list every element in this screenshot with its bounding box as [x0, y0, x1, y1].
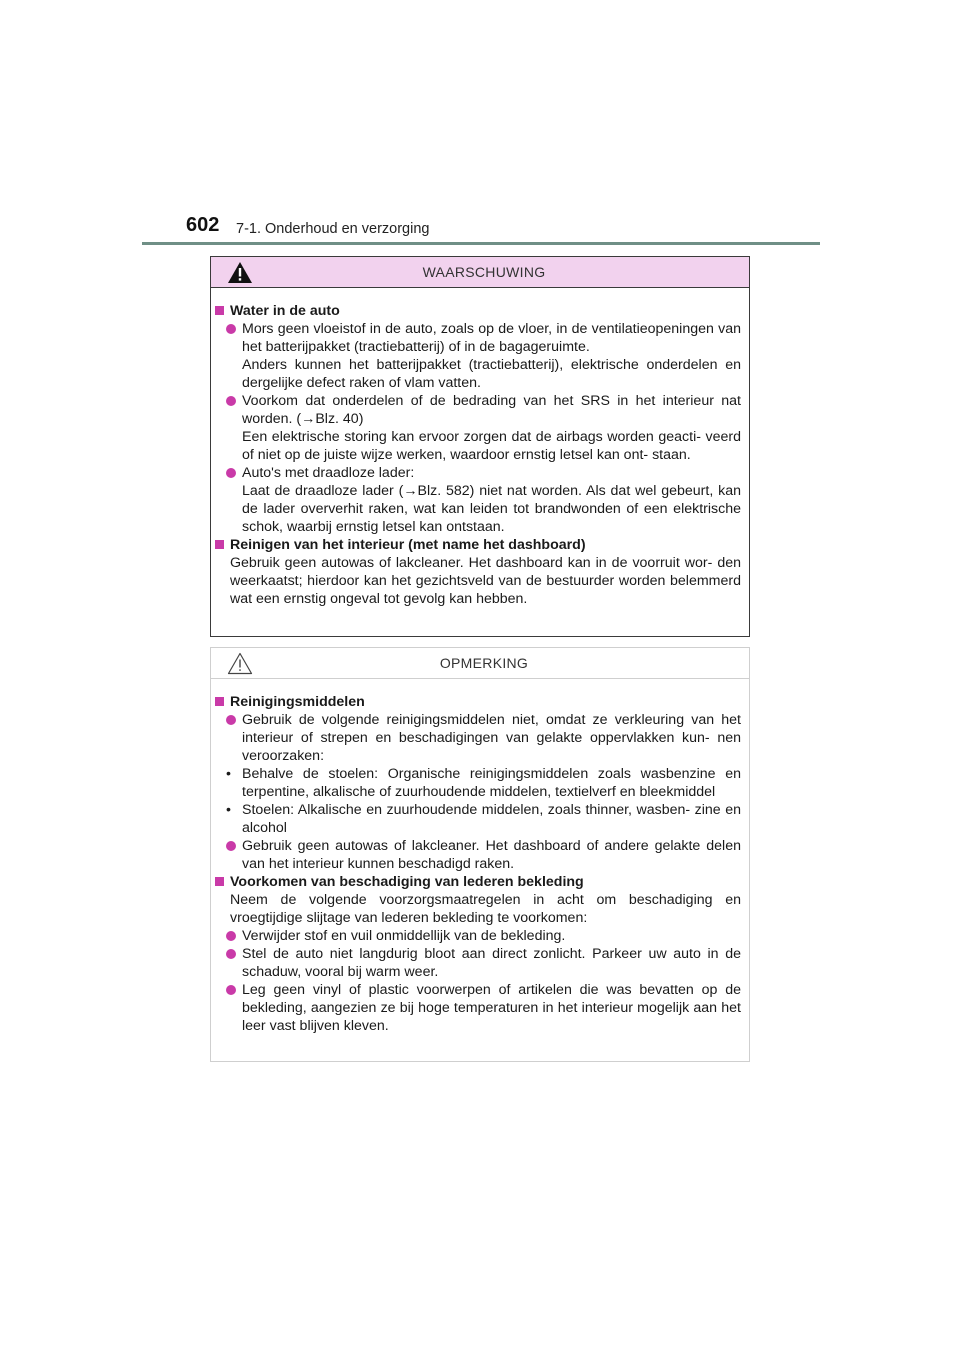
note-title: OPMERKING — [439, 655, 529, 671]
list-item-text: Een elektrische storing kan ervoor zorgen dat de airbags worden geacti- veerd of niet op de juiste wijze werken, waardoor ernstig letsel kan ont- staan. — [242, 429, 741, 463]
round-bullet-icon — [226, 985, 236, 995]
note-box — [210, 647, 750, 1062]
note-section-title: Voorkomen van beschadiging van lederen bekleding — [230, 874, 584, 890]
round-bullet-icon — [226, 468, 236, 478]
warning-section-title: Reinigen van het interieur (met name het dashboard) — [230, 537, 586, 553]
list-item — [215, 981, 741, 1035]
warning-section-title: Water in de auto — [230, 303, 340, 319]
warning-triangle-outline-icon — [227, 652, 253, 675]
list-item-text: Gebruik de volgende reinigingsmiddelen niet, omdat ze verkleuring van het interieur of strepen en beschadigingen van gelakte oppervlakken kun- nen veroorzaken: — [242, 712, 741, 764]
square-bullet-icon — [215, 697, 224, 706]
sub-list-item — [215, 801, 741, 837]
note-section-heading — [215, 693, 741, 711]
round-bullet-icon — [226, 841, 236, 851]
round-bullet-icon — [226, 949, 236, 959]
list-item-text: Gebruik geen autowas of lakcleaner. Het dashboard of andere gelakte delen van het interieur kunnen beschadigd raken. — [242, 838, 741, 872]
list-item — [215, 927, 741, 945]
list-item — [215, 837, 741, 873]
sub-bullet-marker: • — [226, 802, 231, 818]
warning-section-heading — [215, 536, 741, 554]
warning-title: WAARSCHUWING — [422, 264, 546, 280]
warning-box — [210, 256, 750, 637]
warning-body — [211, 288, 749, 618]
warning-section-heading — [215, 302, 741, 320]
list-item — [215, 464, 741, 536]
note-section-text: Neem de volgende voorzorgsmaatregelen in acht om beschadiging en vroegtijdige slijtage van lederen bekleding te voorkomen: — [230, 892, 741, 926]
page-header — [0, 0, 960, 248]
sub-list-item-text: Behalve de stoelen: Organische reinigingsmiddelen zoals wasbenzine en terpentine, alkalische of zuurhoudende middelen, textielverf en bleekmiddel — [242, 766, 741, 800]
page-number: 602 — [186, 214, 220, 236]
list-item-text: Auto's met draadloze lader: — [242, 465, 415, 481]
header-rule — [142, 242, 820, 245]
list-item-text: Laat de draadloze lader (→Blz. 582) niet nat worden. Als dat wel gebeurt, kan de lader oververhit raken, wat kan leiden tot brandwonden of een elektrische schok, waarbij ernstig letsel kan ontstaan. — [242, 483, 741, 535]
sub-list-item — [215, 765, 741, 801]
section-title: 7-1. Onderhoud en verzorging — [236, 221, 430, 237]
round-bullet-icon — [226, 324, 236, 334]
sub-bullet-marker: • — [226, 766, 231, 782]
round-bullet-icon — [226, 396, 236, 406]
round-bullet-icon — [226, 931, 236, 941]
list-item-text: Leg geen vinyl of plastic voorwerpen of artikelen die was bevatten op de bekleding, aangezien ze bij hoge temperaturen in het interieur mogelijk aan het leer vast blijven kleven. — [242, 982, 741, 1034]
square-bullet-icon — [215, 540, 224, 549]
warning-section-text: Gebruik geen autowas of lakcleaner. Het dashboard kan in de voorruit wor- den weerkaatst; hierdoor kan het gezichtsveld van de bestuurder worden belemmerd wat een ernstig ongeval tot gevolg kan hebben. — [230, 555, 741, 607]
square-bullet-icon — [215, 877, 224, 886]
warning-triangle-filled-icon — [227, 261, 253, 284]
list-item-text: Verwijder stof en vuil onmiddellijk van de bekleding. — [242, 928, 566, 944]
list-item — [215, 711, 741, 765]
list-item-text: Stel de auto niet langdurig bloot aan direct zonlicht. Parkeer uw auto in de schaduw, vooral bij warm weer. — [242, 946, 741, 980]
note-section-heading — [215, 873, 741, 891]
note-box-header — [211, 648, 749, 679]
list-item — [215, 392, 741, 464]
list-item-text: Mors geen vloeistof in de auto, zoals op de vloer, in de ventilatieopeningen van het batterijpakket (tractiebatterij) of in de bagageruimte. — [242, 321, 741, 355]
round-bullet-icon — [226, 715, 236, 725]
sub-list-item-text: Stoelen: Alkalische en zuurhoudende middelen, zoals thinner, wasben- zine en alcohol — [242, 802, 741, 836]
list-item-text: Voorkom dat onderdelen of de bedrading van het SRS in het interieur nat worden. (→Blz. 40) — [242, 393, 741, 427]
note-body — [211, 679, 749, 1045]
note-section-title: Reinigingsmiddelen — [230, 694, 365, 710]
warning-box-header — [211, 257, 749, 288]
list-item — [215, 945, 741, 981]
list-item-text: Anders kunnen het batterijpakket (tractiebatterij), elektrische onderdelen en dergelijke defect raken of vlam vatten. — [242, 357, 741, 391]
list-item — [215, 320, 741, 392]
square-bullet-icon — [215, 306, 224, 315]
